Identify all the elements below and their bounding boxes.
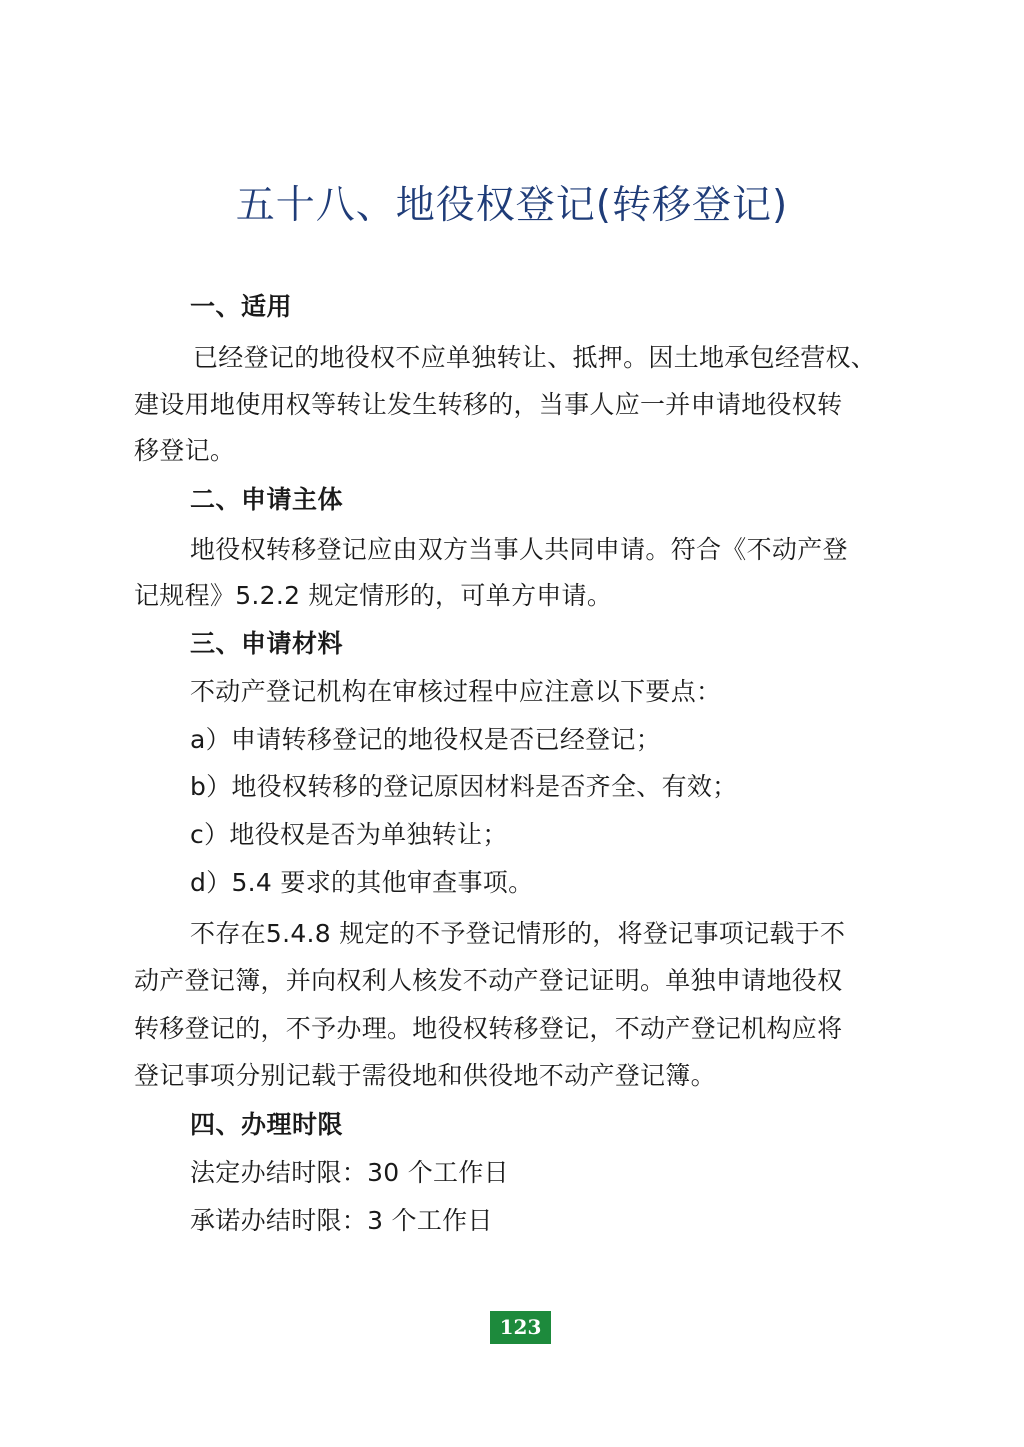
paragraph-line: 已经登记的地役权不应单独转让、抵押。因土地承包经营权、 bbox=[193, 343, 877, 372]
paragraph-line: 不动产登记机构在审核过程中应注意以下要点： bbox=[190, 677, 722, 706]
section-heading-time-limit: 四、办理时限 bbox=[190, 1110, 344, 1139]
page-number-badge: 123 bbox=[490, 1311, 551, 1344]
list-item: b）地役权转移的登记原因材料是否齐全、有效； bbox=[190, 772, 738, 801]
list-item: d）5.4 要求的其他审查事项。 bbox=[190, 868, 534, 897]
list-item: a）申请转移登记的地役权是否已经登记； bbox=[190, 725, 662, 754]
paragraph-line: 记规程》5.2.2 规定情形的，可单方申请。 bbox=[134, 581, 613, 610]
paragraph-line: 移登记。 bbox=[134, 436, 236, 465]
paragraph-line: 转移登记的，不予办理。地役权转移登记，不动产登记机构应将 bbox=[134, 1014, 843, 1043]
paragraph-line: 承诺办结时限：3 个工作日 bbox=[190, 1206, 493, 1235]
paragraph-line: 登记事项分别记载于需役地和供役地不动产登记簿。 bbox=[134, 1061, 716, 1090]
paragraph-line: 动产登记簿，并向权利人核发不动产登记证明。单独申请地役权 bbox=[134, 966, 843, 995]
list-item: c）地役权是否为单独转让； bbox=[190, 820, 508, 849]
section-heading-applicant: 二、申请主体 bbox=[190, 485, 344, 514]
page-title: 五十八、地役权登记(转移登记) bbox=[235, 183, 789, 228]
paragraph-line: 不存在5.4.8 规定的不予登记情形的，将登记事项记载于不 bbox=[190, 919, 846, 948]
section-heading-materials: 三、申请材料 bbox=[190, 629, 344, 658]
section-heading-applicability: 一、适用 bbox=[190, 292, 293, 321]
paragraph-line: 法定办结时限：30 个工作日 bbox=[190, 1158, 509, 1187]
paragraph-line: 地役权转移登记应由双方当事人共同申请。符合《不动产登 bbox=[190, 535, 848, 564]
paragraph-line: 建设用地使用权等转让发生转移的，当事人应一并申请地役权转 bbox=[134, 390, 843, 419]
